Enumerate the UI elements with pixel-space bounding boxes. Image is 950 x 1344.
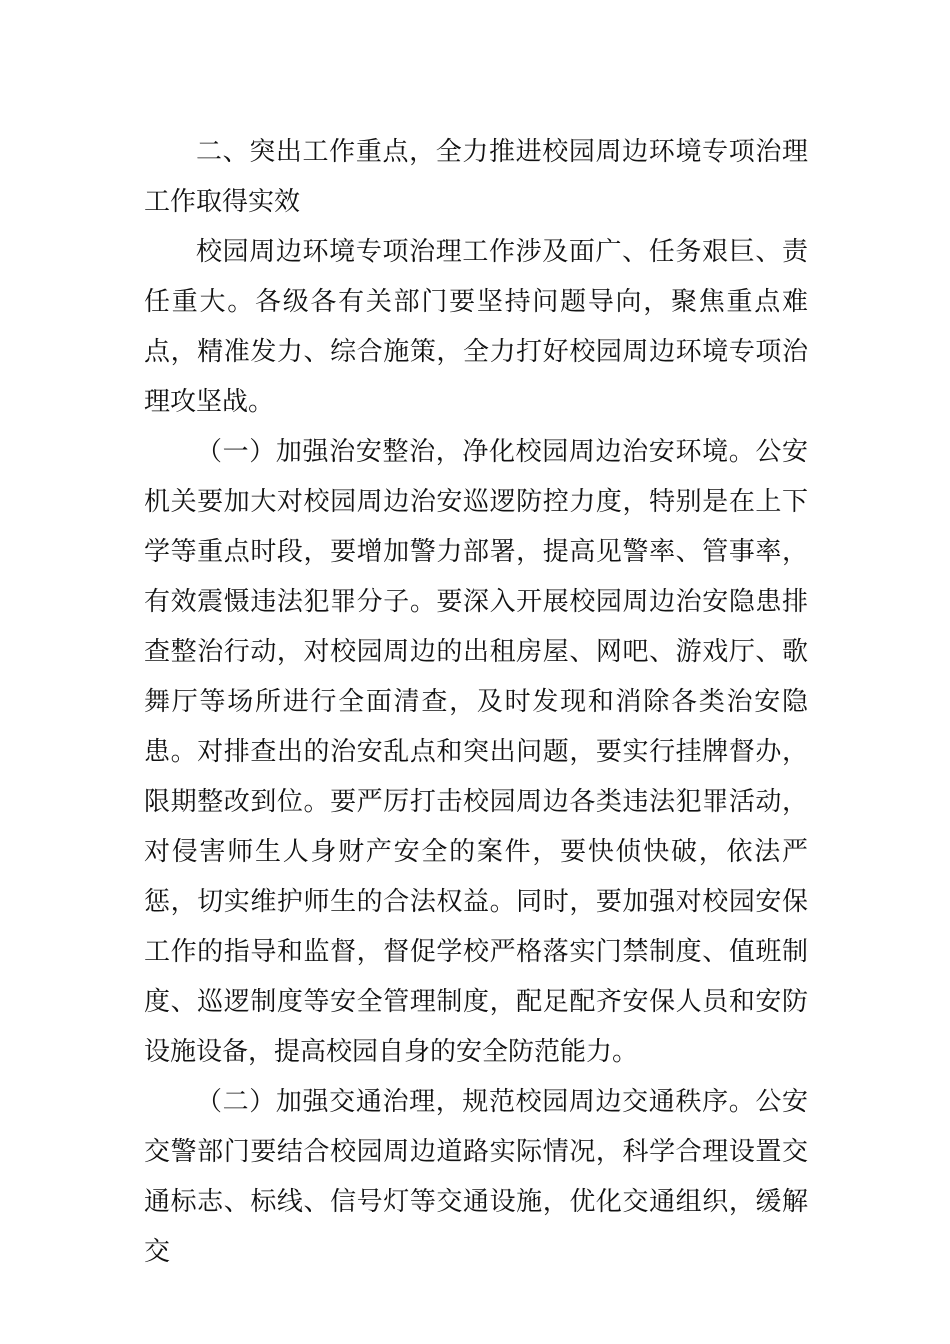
paragraph-traffic: （二）加强交通治理，规范校园周边交通秩序。公安交警部门要结合校园周边道路实际情况，科学合理设置交通标志、标线、信号灯等交通设施，优化交通组织，缓解交 (144, 1087, 808, 1267)
document-body (144, 127, 808, 1277)
section-heading: 二、突出工作重点，全力推进校园周边环境专项治理工作取得实效 (144, 137, 808, 217)
paragraph-security: （一）加强治安整治，净化校园周边治安环境。公安机关要加大对校园周边治安巡逻防控力度，特别是在上下学等重点时段，要增加警力部署，提高见警率、管事率，有效震慑违法犯罪分子。要深入开展校园周边治安隐患排查整治行动，对校园周边的出租房屋、网吧、游戏厅、歌舞厅等场所进行全面清查，及时发现和消除各类治安隐患。对排查出的治安乱点和突出问题，要实行挂牌督办，限期整改到位。要严厉打击校园周边各类违法犯罪活动，对侵害师生人身财产安全的案件，要快侦快破，依法严惩，切实维护师生的合法权益。同时，要加强对校园安保工作的指导和监督，督促学校严格落实门禁制度、值班制度、巡逻制度等安全管理制度，配足配齐安保人员和安防设施设备，提高校园自身的安全防范能力。 (144, 437, 808, 1067)
paragraph-intro: 校园周边环境专项治理工作涉及面广、任务艰巨、责任重大。各级各有关部门要坚持问题导向，聚焦重点难点，精准发力、综合施策，全力打好校园周边环境专项治理攻坚战。 (144, 237, 808, 417)
